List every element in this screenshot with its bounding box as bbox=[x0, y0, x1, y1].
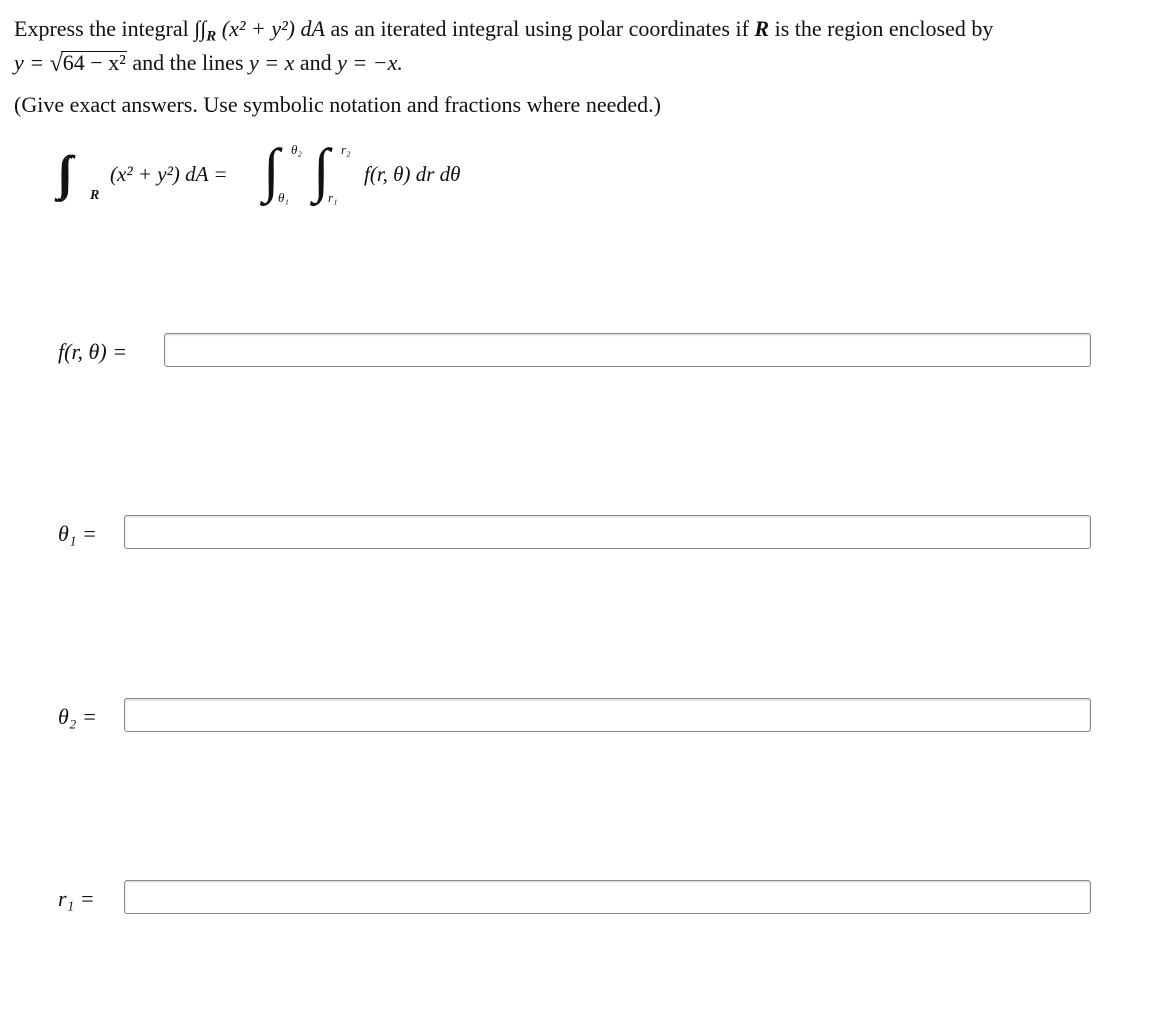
double-integral-region: R bbox=[90, 188, 100, 203]
equation-integrand-polar: f(r, θ) dr dθ bbox=[364, 162, 461, 186]
line-2-equation: y = −x. bbox=[337, 50, 403, 75]
problem-integrand: (x² + y²) bbox=[221, 16, 295, 41]
region-subscript: R bbox=[206, 28, 217, 45]
f-label: f(r, θ) = bbox=[58, 339, 128, 364]
r-lower-limit: r₁ bbox=[328, 190, 338, 205]
r1-label: r₁ = bbox=[58, 886, 95, 911]
problem-text-1: Express the integral bbox=[14, 16, 195, 41]
theta-upper-limit: θ₂ bbox=[291, 142, 302, 157]
theta1-label: θ₁ = bbox=[58, 521, 97, 546]
sqrt-icon: √ bbox=[49, 51, 63, 77]
f-input[interactable] bbox=[164, 333, 1091, 367]
outer-integral-icon: ∫ bbox=[263, 137, 280, 203]
r1-input[interactable] bbox=[124, 880, 1091, 914]
sqrt-body: 64 − x² bbox=[62, 50, 126, 75]
theta2-label: θ₂ = bbox=[58, 704, 97, 729]
problem-text-4: and the lines bbox=[126, 50, 250, 75]
curve-equation-lhs: y = bbox=[14, 50, 45, 75]
line-1-equation: y = x bbox=[249, 50, 295, 75]
r-upper-limit: r₂ bbox=[341, 142, 351, 157]
theta1-input[interactable] bbox=[124, 515, 1091, 549]
problem-dA: dA bbox=[300, 16, 325, 41]
double-integral-symbol: ∫∫ bbox=[194, 16, 207, 41]
problem-region-R: R bbox=[754, 16, 770, 41]
theta-lower-limit: θ₁ bbox=[278, 190, 289, 205]
problem-text-3: is the region enclosed by bbox=[769, 16, 994, 41]
inner-integral-icon: ∫ bbox=[313, 137, 330, 203]
equation-integrand: (x² + y²) dA = bbox=[110, 162, 228, 186]
problem-text-and: and bbox=[294, 50, 338, 75]
integral-equation bbox=[60, 137, 660, 220]
instructions: (Give exact answers. Use symbolic notation and fractions where needed.) bbox=[14, 92, 661, 117]
problem-statement bbox=[14, 12, 1144, 80]
problem-text-2: as an iterated integral using polar coordinates if bbox=[324, 16, 755, 41]
theta2-input[interactable] bbox=[124, 698, 1091, 732]
